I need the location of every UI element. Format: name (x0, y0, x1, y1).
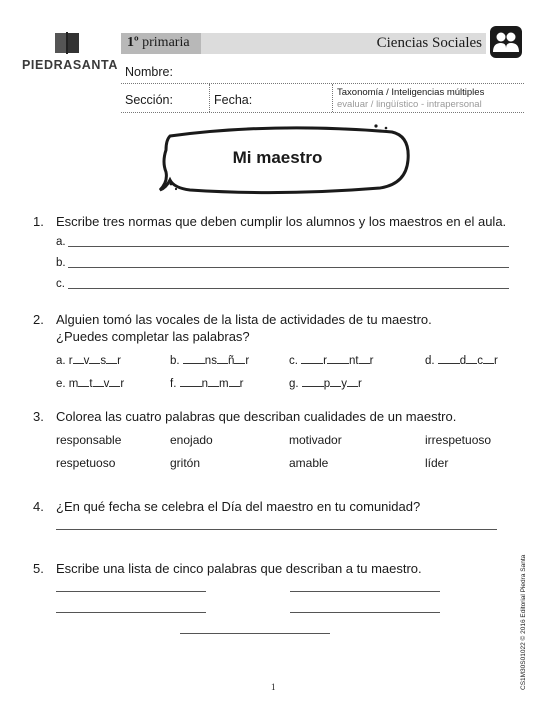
q3-word[interactable]: irrespetuoso (425, 433, 492, 447)
q5-answer-line[interactable] (56, 591, 206, 592)
q2-letter: c (477, 355, 483, 367)
copyright-notice: CS1M30S01022 © 2016 Editorial Piedra Santa (520, 554, 527, 690)
q2-item-label: c. (289, 355, 302, 367)
q2-letter: r (120, 378, 125, 390)
q2-letter: r (239, 378, 244, 390)
q1-number: 1. (33, 214, 44, 229)
q2-blank[interactable] (347, 376, 358, 387)
q2-blank[interactable] (208, 376, 219, 387)
q3-word[interactable]: gritón (170, 456, 201, 470)
section-label: Sección: (125, 93, 173, 107)
q2-item (425, 353, 498, 367)
q1-option-c: c. (56, 278, 65, 290)
q2-letter: v (103, 378, 110, 390)
people-icon (490, 26, 522, 58)
q2-blank[interactable] (302, 376, 313, 387)
q2-item-label: b. (170, 355, 183, 367)
q1-option-a: a. (56, 236, 66, 248)
q2-blank[interactable] (93, 376, 104, 387)
name-label: Nombre: (125, 65, 173, 79)
q2-blank[interactable] (109, 376, 120, 387)
q2-letter: ns (204, 355, 217, 367)
grade-number: 1º (127, 35, 139, 50)
q3-number: 3. (33, 409, 44, 424)
q5-answer-line[interactable] (56, 612, 206, 613)
q3-word[interactable]: responsable (56, 433, 122, 447)
q2-letter: r (245, 355, 250, 367)
q2-letter: m (68, 378, 79, 390)
q2-letter: r (117, 355, 121, 367)
q2-blank[interactable] (449, 353, 460, 364)
q1-answer-line-c[interactable] (68, 288, 509, 289)
q2-text-line1: Alguien tomó las vocales de la lista de actividades de tu maestro. (56, 312, 432, 327)
q4-number: 4. (33, 499, 44, 514)
q2-letter: p (323, 378, 331, 390)
q2-letter: nt (348, 355, 359, 367)
q1-option-b: b. (56, 257, 66, 269)
q3-word[interactable]: enojado (170, 433, 213, 447)
subject-title: Ciencias Sociales (376, 35, 482, 51)
grade-word: primaria (142, 35, 190, 50)
q2-blank[interactable] (327, 353, 338, 364)
q3-word[interactable]: motivador (289, 433, 342, 447)
q2-blank[interactable] (194, 353, 205, 364)
q2-letter: m (219, 378, 229, 390)
q3-word[interactable]: amable (289, 456, 329, 470)
q2-blank[interactable] (73, 353, 84, 364)
q2-item (170, 353, 249, 367)
q2-blank[interactable] (89, 353, 100, 364)
q3-text: Colorea las cuatro palabras que describan cualidades de un maestro. (56, 409, 457, 424)
q4-answer-line[interactable] (56, 529, 497, 530)
q2-blank[interactable] (301, 353, 312, 364)
q5-text: Escribe una lista de cinco palabras que describan a tu maestro. (56, 561, 422, 576)
header-divider (209, 84, 210, 112)
q4-text: ¿En qué fecha se celebra el Día del maestro en tu comunidad? (56, 499, 421, 514)
q2-blank[interactable] (313, 376, 324, 387)
q2-blank[interactable] (359, 353, 370, 364)
q2-letter: t (89, 378, 93, 390)
q2-item (289, 376, 362, 390)
q2-item (56, 376, 124, 390)
q1-answer-line-a[interactable] (68, 246, 509, 247)
header-bottom-line (121, 112, 524, 113)
publisher-logo: PIEDRASANTA (22, 58, 118, 72)
q2-letter: r (357, 378, 362, 390)
q2-blank[interactable] (312, 353, 323, 364)
date-label: Fecha: (214, 93, 253, 107)
q2-letter: r (369, 355, 374, 367)
grade-label (127, 35, 190, 51)
q5-answer-line[interactable] (290, 612, 440, 613)
q2-blank[interactable] (483, 353, 494, 364)
q2-item (56, 353, 121, 367)
q2-blank[interactable] (338, 353, 349, 364)
q2-item-label: e. (56, 378, 69, 390)
q2-letter: r (323, 355, 327, 367)
q3-word[interactable]: líder (425, 456, 449, 470)
q2-blank[interactable] (438, 353, 449, 364)
q2-item-label: d. (425, 355, 438, 367)
q2-blank[interactable] (106, 353, 117, 364)
q2-blank[interactable] (330, 376, 341, 387)
page-title: Mi maestro (232, 148, 323, 167)
q2-letter: d (459, 355, 467, 367)
q2-blank[interactable] (229, 376, 240, 387)
header-divider (332, 84, 333, 112)
q2-letter: y (341, 378, 347, 390)
q2-item (289, 353, 373, 367)
q2-letter: r (493, 355, 498, 367)
q2-item-label: g. (289, 378, 302, 390)
taxonomy-title: Taxonomía / Inteligencias múltiples (337, 87, 485, 98)
q2-letter: n (201, 378, 208, 390)
q2-blank[interactable] (466, 353, 477, 364)
q2-blank[interactable] (78, 376, 89, 387)
q2-item (170, 376, 243, 390)
q1-answer-line-b[interactable] (68, 267, 509, 268)
q3-word[interactable]: respetuoso (56, 456, 116, 470)
q2-text-line2: ¿Puedes completar las palabras? (56, 329, 250, 344)
page-number: 1 (271, 682, 276, 692)
q5-number: 5. (33, 561, 44, 576)
q2-blank[interactable] (180, 376, 191, 387)
q1-text: Escribe tres normas que deben cumplir los alumnos y los maestros en el aula. (56, 214, 507, 229)
q2-item-label: f. (170, 378, 180, 390)
q2-letter: ñ (227, 355, 235, 367)
q2-letter: v (83, 355, 90, 367)
q5-answer-line[interactable] (180, 633, 330, 634)
q2-letter: r (68, 355, 73, 367)
q5-answer-line[interactable] (290, 591, 440, 592)
q2-letter: s (100, 355, 107, 367)
taxonomy-detail: evaluar / lingüístico - intrapersonal (337, 99, 482, 110)
q2-number: 2. (33, 312, 44, 327)
q2-blank[interactable] (191, 376, 202, 387)
name-field-line[interactable] (121, 83, 524, 84)
q2-item-label: a. (56, 355, 69, 367)
q2-blank[interactable] (217, 353, 228, 364)
book-logo-icon (54, 32, 80, 54)
q2-blank[interactable] (183, 353, 194, 364)
q2-blank[interactable] (234, 353, 245, 364)
